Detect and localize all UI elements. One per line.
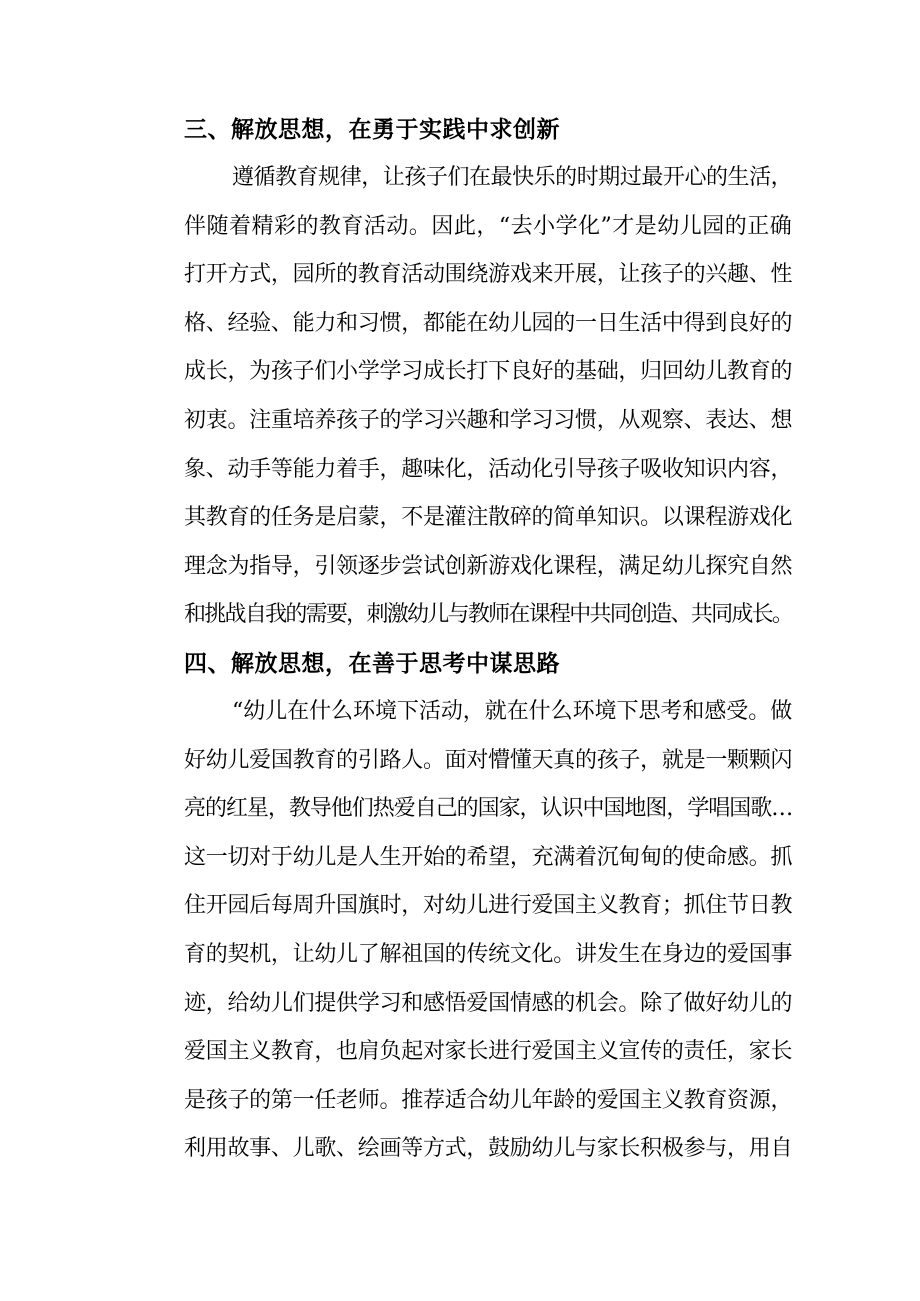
paragraph-line: 好幼儿爱国教育的引路人。面对懵懂天真的孩子，就是一颗颗闪 — [184, 747, 792, 773]
paragraph-line: 这一切对于幼儿是人生开始的希望，充满着沉甸甸的使命感。抓 — [184, 844, 792, 870]
paragraph-line: 理念为指导，引领逐步尝试创新游戏化课程，满足幼儿探究自然 — [184, 553, 792, 579]
paragraph-line: 育的契机，让幼儿了解祖国的传统文化。讲发生在身边的爱国事 — [184, 941, 792, 967]
document-body — [136, 106, 792, 1174]
paragraph-line: “幼儿在什么环境下活动，就在什么环境下思考和感受。做 — [232, 698, 792, 724]
section-heading-3: 三、解放思想，在勇于实践中求创新 — [184, 117, 560, 143]
paragraph-line: 住开园后每周升国旗时，对幼儿进行爱国主义教育；抓住节日教 — [184, 893, 792, 919]
paragraph-line: 象、动手等能力着手，趣味化，活动化引导孩子吸收知识内容， — [184, 456, 792, 482]
section-heading-4: 四、解放思想，在善于思考中谋思路 — [184, 650, 560, 677]
paragraph-line: 和挑战自我的需要，刺激幼儿与教师在课程中共同创造、共同成长。 — [184, 602, 792, 628]
paragraph-line: 打开方式，园所的教育活动围绕游戏来开展，让孩子的兴趣、性 — [184, 262, 792, 288]
paragraph-line: 初衷。注重培养孩子的学习兴趣和学习习惯，从观察、表达、想 — [184, 407, 792, 433]
section-3-paragraph — [136, 154, 792, 640]
paragraph-line: 利用故事、儿歌、绘画等方式，鼓励幼儿与家长积极参与，用自 — [184, 1136, 792, 1162]
section-4-paragraph — [136, 688, 792, 1174]
paragraph-line: 其教育的任务是启蒙，不是灌注散碎的简单知识。以课程游戏化 — [184, 505, 792, 531]
paragraph-line: 成长，为孩子们小学学习成长打下良好的基础，归回幼儿教育的 — [184, 359, 792, 385]
paragraph-line: 伴随着精彩的教育活动。因此，“去小学化”才是幼儿园的正确 — [184, 213, 792, 239]
paragraph-line: 格、经验、能力和习惯，都能在幼儿园的一日生活中得到良好的 — [184, 310, 792, 336]
paragraph-line: 是孩子的第一任老师。推荐适合幼儿年龄的爱国主义教育资源， — [184, 1087, 792, 1113]
paragraph-line: 迹，给幼儿们提供学习和感悟爱国情感的机会。除了做好幼儿的 — [184, 990, 792, 1016]
paragraph-line: 遵循教育规律，让孩子们在最快乐的时期过最开心的生活， — [232, 165, 792, 190]
paragraph-line: 亮的红星，教导他们热爱自己的国家，认识中国地图，学唱国歌… — [184, 796, 792, 822]
paragraph-line: 爱国主义教育，也肩负起对家长进行爱国主义宣传的责任，家长 — [184, 1039, 792, 1065]
